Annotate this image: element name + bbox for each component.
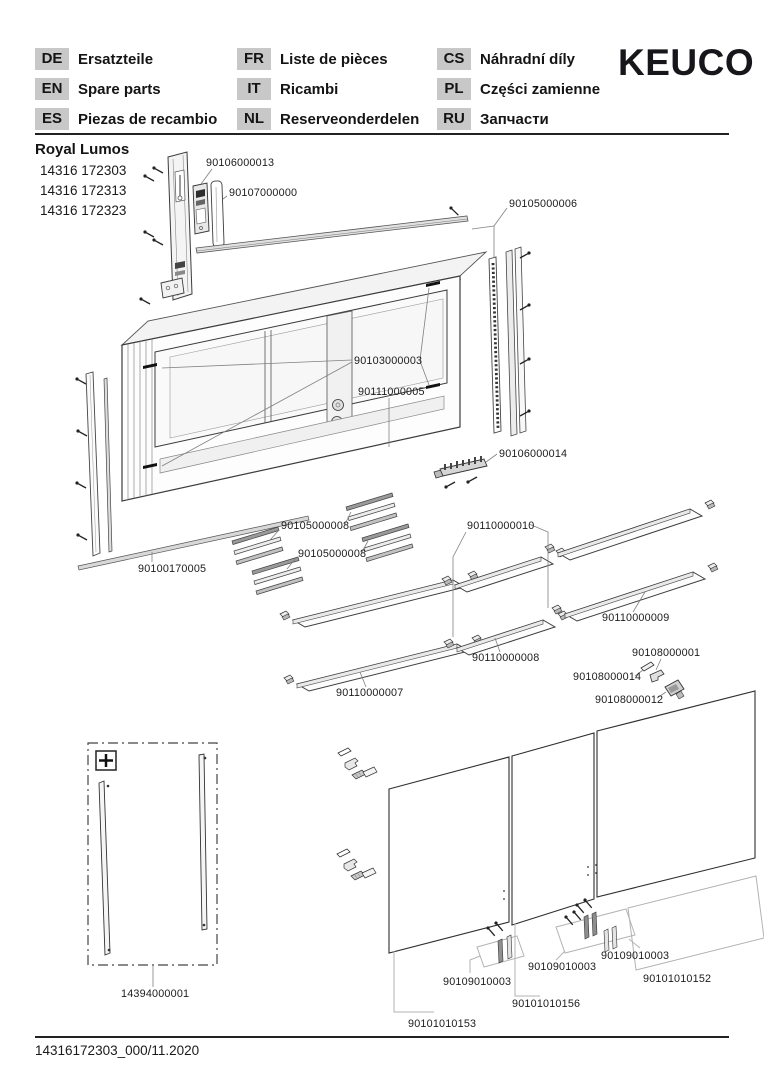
shelf-right-upper bbox=[545, 500, 715, 560]
product-variant: 14316 172303 bbox=[40, 163, 127, 178]
lang-label-en: Spare parts bbox=[78, 80, 161, 98]
part-label-glass-shelf-top: 90110000010 bbox=[467, 520, 535, 532]
lang-badge-de: DE bbox=[35, 48, 69, 70]
keuco-logo: KEUCO bbox=[618, 42, 755, 83]
door-lock-part bbox=[193, 183, 209, 234]
lang-badge-es: ES bbox=[35, 108, 69, 130]
shelf-mid-lower bbox=[444, 611, 568, 655]
part-label-shelf-rail: 90105000008 bbox=[281, 520, 350, 532]
lang-badge-nl: NL bbox=[237, 108, 271, 130]
part-label-door-middle: 90101010156 bbox=[512, 998, 581, 1010]
cabinet-carcass bbox=[75, 198, 577, 556]
part-label-hinge-clip: 90108000012 bbox=[595, 694, 664, 706]
part-label-glass-shelf-right: 90110000009 bbox=[602, 612, 670, 624]
lang-label-de: Ersatzteile bbox=[78, 50, 154, 68]
door-right-panel bbox=[597, 691, 755, 897]
part-label-handle-kit: 14394000001 bbox=[121, 988, 190, 1000]
part-label-door-hinge: 90109010003 bbox=[528, 961, 597, 973]
hinge-pad-part bbox=[641, 662, 654, 671]
lock-cover-part bbox=[211, 181, 224, 247]
lang-badge-pl: PL bbox=[437, 78, 471, 100]
plus-icon bbox=[96, 751, 116, 770]
hinge-clip-part bbox=[665, 680, 684, 699]
part-label-shelf-rail: 90105000008 bbox=[298, 548, 367, 560]
part-label-hinge-plate: 90108000001 bbox=[632, 647, 701, 659]
part-label-magnet: 90103000003 bbox=[354, 355, 423, 367]
lang-label-es: Piezas de recambio bbox=[78, 110, 218, 128]
mirror-doors bbox=[337, 691, 764, 1030]
part-label-glass-shelf-mid: 90110000008 bbox=[472, 652, 540, 664]
lang-badge-en: EN bbox=[35, 78, 69, 100]
product-variant: 14316 172313 bbox=[40, 183, 127, 198]
part-label-door-hinge: 90109010003 bbox=[601, 950, 670, 962]
lang-label-ru: Запчасти bbox=[480, 110, 549, 128]
shelf-mid-upper bbox=[442, 548, 566, 592]
part-label-lock-cover: 90107000000 bbox=[229, 187, 298, 199]
part-label-hinge-pad: 90108000014 bbox=[573, 671, 642, 683]
part-label-cabinet-body: 90111000005 bbox=[358, 386, 425, 398]
shelf-rails bbox=[78, 493, 413, 595]
wall-profile-assembly bbox=[143, 152, 297, 300]
led-light-strip-part bbox=[489, 257, 501, 433]
bottom-rail-part bbox=[78, 516, 309, 570]
hinge-parts bbox=[573, 647, 700, 706]
hinge-plate-part bbox=[650, 670, 664, 682]
terminal-block-part bbox=[434, 456, 487, 489]
handle-kit bbox=[88, 743, 217, 1000]
product-variant: 14316 172323 bbox=[40, 203, 127, 218]
lang-badge-it: IT bbox=[237, 78, 271, 100]
part-label-glass-shelf-left: 90110000007 bbox=[336, 687, 404, 699]
lang-badge-fr: FR bbox=[237, 48, 271, 70]
part-label-door-right: 90101010152 bbox=[643, 973, 712, 985]
part-label-light-strip: 90105000006 bbox=[509, 198, 578, 210]
part-label-terminal-block: 90106000014 bbox=[499, 448, 568, 460]
lang-label-cs: Náhradní díly bbox=[480, 50, 576, 68]
part-label-bottom-rail: 90100170005 bbox=[138, 563, 207, 575]
lang-badge-cs: CS bbox=[437, 48, 471, 70]
lang-badge-ru: RU bbox=[437, 108, 471, 130]
part-label-door-left: 90101010153 bbox=[408, 1018, 477, 1030]
document-reference: 14316172303_000/11.2020 bbox=[35, 1043, 200, 1058]
door-middle-panel bbox=[512, 733, 594, 925]
lang-label-fr: Liste de pièces bbox=[280, 50, 388, 68]
footer-divider bbox=[35, 1036, 729, 1038]
part-label-door-hinge: 90109010003 bbox=[443, 976, 512, 988]
lang-label-it: Ricambi bbox=[280, 80, 339, 98]
part-label-door-lock: 90106000013 bbox=[206, 157, 275, 169]
lang-label-nl: Reserveonderdelen bbox=[280, 110, 420, 128]
door-left-panel bbox=[389, 757, 509, 953]
product-name: Royal Lumos bbox=[35, 141, 130, 158]
lang-label-pl: Części zamienne bbox=[480, 80, 601, 98]
